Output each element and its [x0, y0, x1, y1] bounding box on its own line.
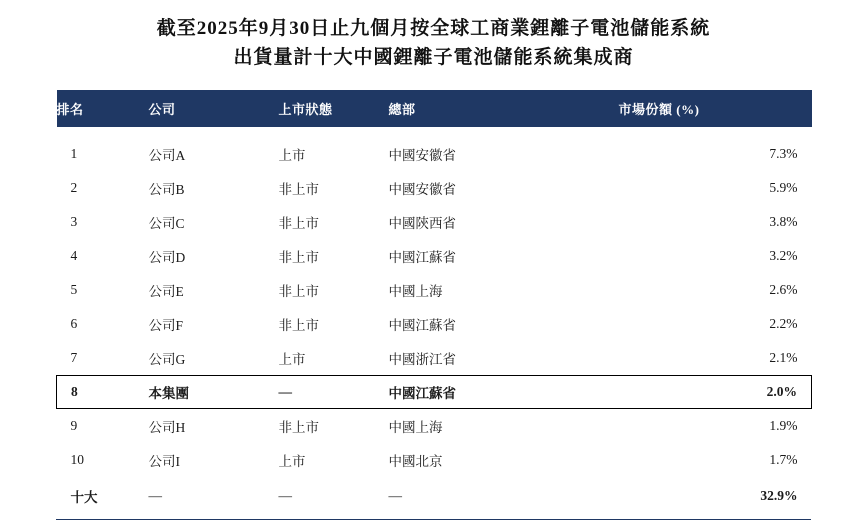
table-row	[57, 443, 812, 477]
page-title	[0, 0, 867, 72]
cell-market-share: 2.1%	[769, 350, 798, 365]
table-body	[57, 127, 812, 513]
cell-market-share: 5.9%	[769, 180, 798, 195]
cell-headquarters: 中國北京	[388, 454, 443, 469]
cell-rank: 9	[70, 418, 78, 433]
cell-company: 公司F	[148, 318, 184, 333]
cell-headquarters: 中國陝西省	[388, 216, 456, 231]
cell-listing-status: 非上市	[278, 216, 319, 231]
cell-headquarters: 中國江蘇省	[388, 250, 456, 265]
cell-rank: 7	[70, 350, 78, 365]
cell-company: 公司E	[148, 284, 184, 299]
cell-company: 公司D	[148, 250, 186, 265]
table-row	[57, 171, 812, 205]
cell-listing-status: 上市	[278, 454, 306, 469]
cell-rank: 1	[70, 146, 78, 161]
cell-listing-status: —	[278, 488, 292, 503]
cell-rank: 4	[70, 248, 78, 263]
cell-headquarters: 中國江蘇省	[389, 376, 619, 409]
cell-headquarters: 中國上海	[388, 420, 443, 435]
table-row	[57, 341, 812, 376]
cell-listing-status: 非上市	[278, 182, 319, 197]
cell-market-share: 2.2%	[769, 316, 798, 331]
cell-headquarters: 中國浙江省	[388, 352, 456, 367]
column-header-listing-status: 上市狀態	[279, 90, 389, 127]
cell-market-share: 7.3%	[769, 146, 798, 161]
cell-company: 公司G	[148, 352, 186, 367]
cell-market-share: 1.9%	[769, 418, 798, 433]
cell-listing-status: 非上市	[278, 284, 319, 299]
cell-company: 本集團	[149, 376, 279, 409]
page-title-line-1: 截至2025年9月30日止九個月按全球工商業鋰離子電池儲能系統	[156, 18, 711, 39]
cell-rank: 十大	[70, 490, 98, 505]
cell-listing-status: 非上市	[278, 318, 319, 333]
column-header-market-share: 市場份額 (%)	[619, 90, 812, 127]
cell-company: 公司H	[148, 420, 186, 435]
column-header-company: 公司	[149, 90, 279, 127]
cell-rank: 2	[70, 180, 78, 195]
cell-rank: 6	[70, 316, 78, 331]
cell-headquarters: —	[388, 488, 402, 503]
cell-market-share: 3.8%	[769, 214, 798, 229]
market-share-table-container	[56, 90, 811, 513]
cell-listing-status: 非上市	[278, 250, 319, 265]
table-row	[57, 239, 812, 273]
table-row	[57, 477, 812, 513]
cell-listing-status: 上市	[278, 148, 306, 163]
cell-company: 公司B	[148, 182, 185, 197]
page-title-line-2: 出貨量計十大中國鋰離子電池儲能系統集成商	[233, 47, 634, 68]
table-row	[57, 409, 812, 444]
table-spacer-row	[57, 127, 812, 137]
cell-listing-status: —	[279, 376, 389, 409]
cell-market-share: 2.0%	[619, 376, 812, 409]
cell-listing-status: 上市	[278, 352, 306, 367]
cell-rank: 8	[57, 376, 149, 409]
cell-company: 公司C	[148, 216, 185, 231]
table-row	[57, 376, 812, 409]
cell-headquarters: 中國安徽省	[388, 182, 456, 197]
cell-rank: 10	[70, 452, 84, 467]
cell-headquarters: 中國安徽省	[388, 148, 456, 163]
table-row	[57, 307, 812, 341]
cell-company: —	[148, 488, 162, 503]
column-header-rank: 排名	[57, 90, 149, 127]
cell-rank: 5	[70, 282, 78, 297]
table-row	[57, 205, 812, 239]
table-header-row	[57, 90, 812, 127]
cell-market-share: 2.6%	[769, 282, 798, 297]
cell-company: 公司A	[148, 148, 186, 163]
cell-headquarters: 中國上海	[388, 284, 443, 299]
cell-market-share: 32.9%	[760, 488, 798, 503]
table-row	[57, 137, 812, 171]
table-row	[57, 273, 812, 307]
cell-headquarters: 中國江蘇省	[388, 318, 456, 333]
market-share-table	[56, 90, 812, 513]
column-header-headquarters: 總部	[389, 90, 619, 127]
cell-rank: 3	[70, 214, 78, 229]
cell-market-share: 1.7%	[769, 452, 798, 467]
cell-listing-status: 非上市	[278, 420, 319, 435]
table-header	[57, 90, 812, 127]
cell-market-share: 3.2%	[769, 248, 798, 263]
cell-company: 公司I	[148, 454, 180, 469]
